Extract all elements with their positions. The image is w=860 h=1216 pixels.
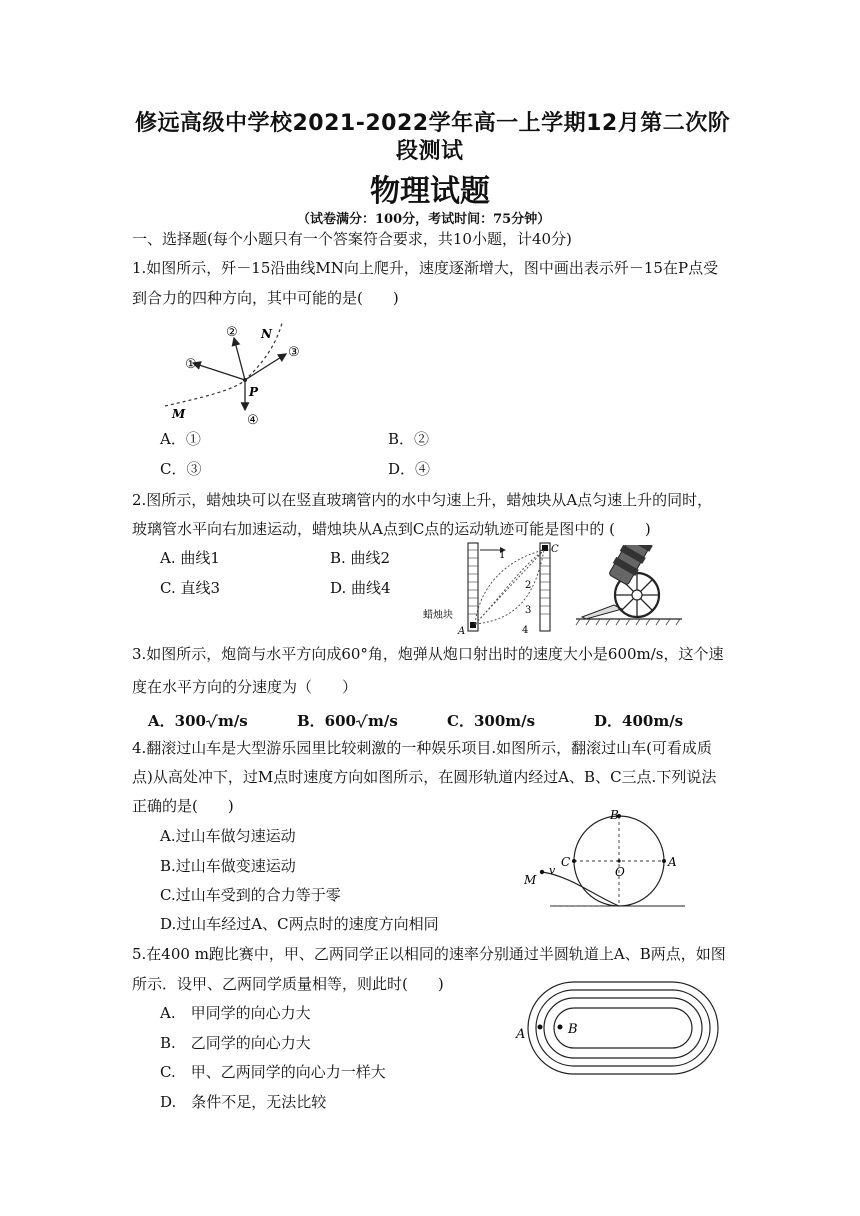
section-heading: 一、选择题(每个小题只有一个答案符合要求，共10小题，计40分) <box>132 230 572 248</box>
q5-line2: 所示．设甲、乙两同学质量相等，则此时( ) <box>132 975 444 993</box>
point-B <box>558 1025 563 1030</box>
q2-line2: 玻璃管水平向右加速运动，蜡烛块从A点到C点的运动轨迹可能是图中的 ( ) <box>132 520 651 538</box>
q1-option-d[interactable]: D．④ <box>388 460 431 478</box>
svg-text:A: A <box>458 626 466 637</box>
q4-option-c[interactable]: C.过山车受到的合力等于零 <box>160 886 341 904</box>
q1-force-diagram <box>160 318 330 430</box>
q2-option-a[interactable]: A. 曲线1 <box>160 549 220 567</box>
exam-title-line1: 修远高级中学校2021-2022学年高一上学期12月第二次阶 <box>135 111 731 136</box>
label-N: N <box>261 327 272 341</box>
q1-option-a[interactable]: A．① <box>160 430 201 448</box>
svg-text:A: A <box>668 855 677 869</box>
left-tube <box>468 543 478 631</box>
label-circled-3: ③ <box>288 345 300 360</box>
q2-option-d[interactable]: D. 曲线4 <box>330 579 391 597</box>
svg-text:3: 3 <box>525 605 532 616</box>
exam-info: （试卷满分：100分，考试时间：75分钟） <box>297 212 551 227</box>
q4-line1: 4.翻滚过山车是大型游乐园里比较刺激的一种娱乐项目.如图所示，翻滚过山车(可看成质 <box>132 739 712 757</box>
label-M: M <box>172 407 186 421</box>
q3-cannon-diagram <box>574 545 684 627</box>
svg-text:O: O <box>615 865 625 879</box>
q4-option-d[interactable]: D.过山车经过A、C两点时的速度方向相同 <box>160 915 439 933</box>
candle-label: 蜡烛块 <box>423 610 453 621</box>
q2-option-c[interactable]: C. 直线3 <box>160 579 221 597</box>
q2-tube-diagram <box>420 538 570 638</box>
svg-text:4: 4 <box>522 625 529 636</box>
q5-line1: 5.在400 m跑比赛中，甲、乙两同学正以相同的速率分别通过半圆轨道上A、B两点，如图 <box>132 945 726 963</box>
label-P: P <box>249 385 259 399</box>
force-arrow-2 <box>234 338 245 380</box>
point-A <box>538 1025 543 1030</box>
q1-option-c[interactable]: C．③ <box>160 460 202 478</box>
subject-title: 物理试题 <box>370 174 490 209</box>
label-circled-4: ④ <box>247 413 259 428</box>
q1-line2: 到合力的四种方向，其中可能的是( ) <box>132 289 399 307</box>
q5-track-diagram <box>512 978 722 1078</box>
q5-option-d[interactable]: D. 条件不足，无法比较 <box>160 1093 327 1111</box>
q4-line2: 点)从高处冲下，过M点时速度方向如图所示，在圆形轨道内经过A、B、C三点.下列说法 <box>132 768 717 786</box>
q5-option-a[interactable]: A. 甲同学的向心力大 <box>160 1004 311 1022</box>
sqrt-icon <box>206 714 218 728</box>
incoming-track <box>542 872 619 906</box>
svg-text:2: 2 <box>525 580 532 591</box>
q5-option-b[interactable]: B. 乙同学的向心力大 <box>160 1034 311 1052</box>
label-circled-1: ① <box>185 357 197 372</box>
svg-text:B: B <box>568 1022 578 1037</box>
q3-line1-text: 3.如图所示，炮筒与水平方向成60°角，炮弹从炮口射出时的速度大小是600m/s，这个速 <box>132 645 724 663</box>
q1-option-b[interactable]: B．② <box>388 430 430 448</box>
q3-line1 <box>132 644 724 664</box>
q3-option-d[interactable]: D．400m/s <box>594 712 684 730</box>
svg-text:A: A <box>516 1027 526 1042</box>
svg-text:v: v <box>549 864 556 877</box>
q3-option-b[interactable]: B．600 m/s <box>297 712 398 730</box>
label-circled-2: ② <box>226 325 238 340</box>
q3-option-c[interactable]: C．300m/s <box>447 712 536 730</box>
q3-line2: 度在水平方向的分速度为（ ） <box>132 678 358 696</box>
q4-option-a[interactable]: A.过山车做匀速运动 <box>160 827 296 845</box>
svg-text:1: 1 <box>499 550 506 561</box>
sqrt-icon <box>356 714 368 728</box>
force-arrow-1 <box>193 363 245 380</box>
q4-option-b[interactable]: B.过山车做变速运动 <box>160 857 296 875</box>
q3-option-a[interactable]: A．300 m/s <box>148 712 248 730</box>
svg-text:B: B <box>610 808 619 822</box>
svg-text:C: C <box>561 855 571 869</box>
svg-text:C: C <box>551 544 559 555</box>
q2-option-b[interactable]: B. 曲线2 <box>330 549 391 567</box>
q2-line1: 2.图所示，蜡烛块可以在竖直玻璃管内的水中匀速上升，蜡烛块从A点匀速上升的同时， <box>132 491 713 509</box>
right-tube <box>540 543 550 631</box>
q5-option-c[interactable]: C. 甲、乙两同学的向心力一样大 <box>160 1063 386 1081</box>
svg-text:M: M <box>524 873 537 887</box>
q4-rollercoaster-diagram <box>520 806 690 912</box>
exam-title-line2: 段测试 <box>396 139 464 164</box>
q4-line3: 正确的是( ) <box>132 797 234 815</box>
q1-line1: 1.如图所示，歼－15沿曲线MN向上爬升，速度逐渐增大，图中画出表示歼－15在P点受 <box>132 259 719 277</box>
